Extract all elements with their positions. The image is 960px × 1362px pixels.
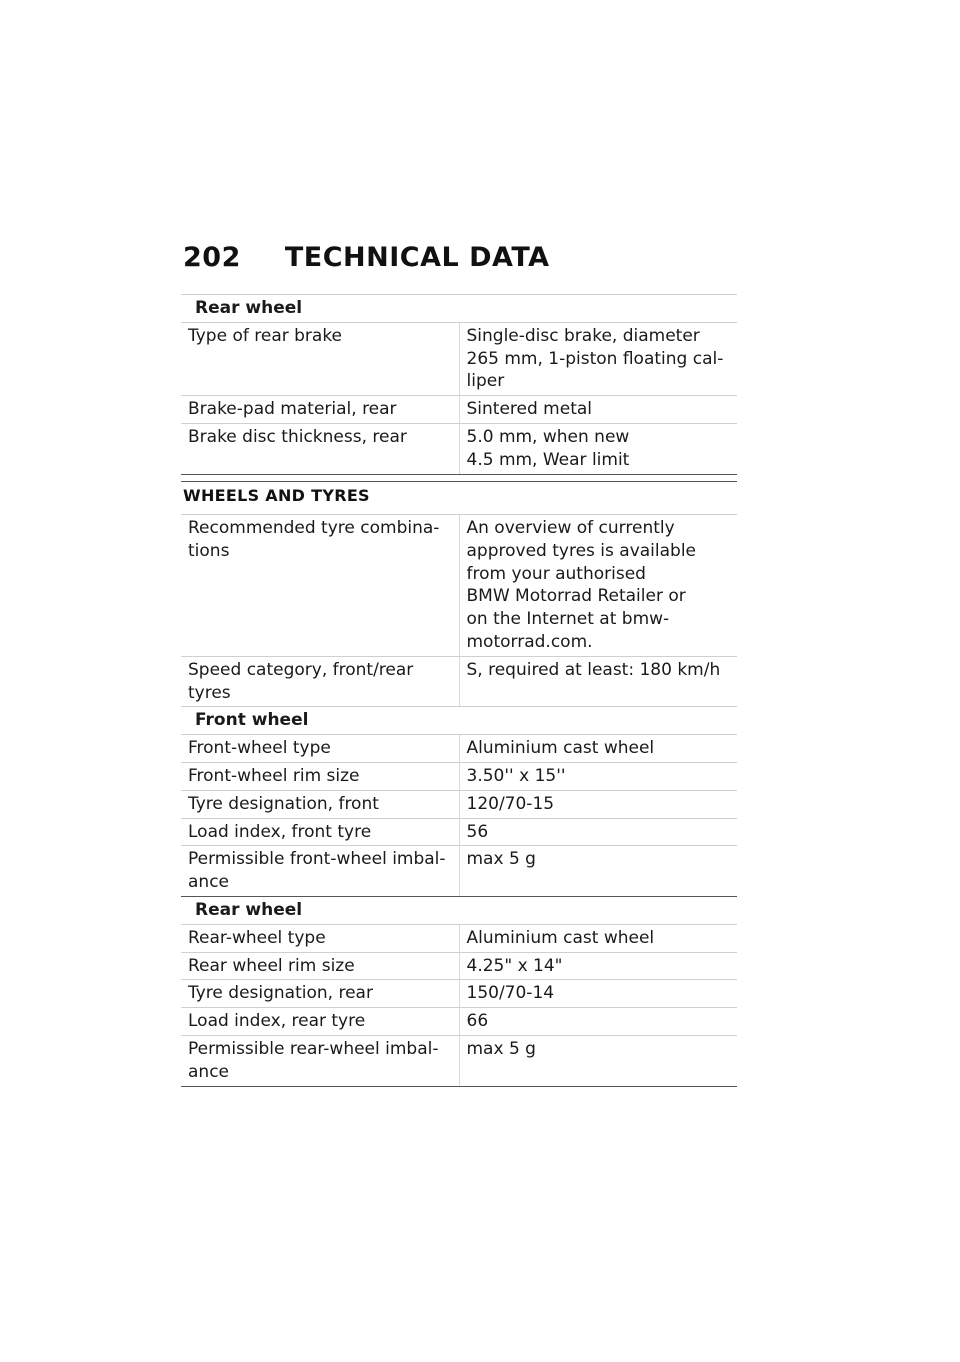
row-label: Speed category, front/rear tyres (181, 656, 459, 707)
page-title: TECHNICAL DATA (284, 242, 550, 273)
row-value: Single-disc brake, diameter 265 mm, 1-piston floating cal- liper (459, 322, 737, 395)
rear-wheel-heading: Rear wheel (181, 896, 737, 924)
row-label: Type of rear brake (181, 322, 459, 395)
row-value: 5.0 mm, when new 4.5 mm, Wear limit (459, 423, 737, 474)
row-value: 66 (459, 1008, 737, 1036)
table-row (181, 656, 737, 707)
row-label: Permissible rear-wheel imbal- ance (181, 1035, 459, 1086)
row-label: Load index, rear tyre (181, 1008, 459, 1036)
page-number: 202 (183, 242, 241, 273)
table-row (181, 735, 737, 763)
section-divider (181, 481, 737, 482)
table-row (181, 322, 737, 395)
row-value: Sintered metal (459, 396, 737, 424)
row-label: Brake-pad material, rear (181, 396, 459, 424)
table-row (181, 980, 737, 1008)
row-label: Brake disc thickness, rear (181, 423, 459, 474)
section-title: WHEELS AND TYRES (183, 486, 370, 505)
table-row (181, 515, 737, 657)
row-value: 3.50'' x 15'' (459, 762, 737, 790)
table-row (181, 1035, 737, 1086)
row-value: max 5 g (459, 1035, 737, 1086)
table-row (181, 396, 737, 424)
row-label: Tyre designation, rear (181, 980, 459, 1008)
row-value: 150/70-14 (459, 980, 737, 1008)
row-label: Front-wheel type (181, 735, 459, 763)
row-value: Aluminium cast wheel (459, 735, 737, 763)
row-value: An overview of currently approved tyres is available from your authorised BMW Motorrad Retailer or on the Internet at bmw- motorrad.com. (459, 515, 737, 657)
rear-brake-heading: Rear wheel (181, 295, 737, 323)
row-value: 120/70-15 (459, 790, 737, 818)
row-label: Front-wheel rim size (181, 762, 459, 790)
rear-brake-table (181, 294, 737, 475)
row-value: S, required at least: 180 km/h (459, 656, 737, 707)
row-label: Rear wheel rim size (181, 952, 459, 980)
front-wheel-heading: Front wheel (181, 707, 737, 735)
table-row (181, 762, 737, 790)
table-row (181, 423, 737, 474)
table-row (181, 846, 737, 897)
row-label: Load index, front tyre (181, 818, 459, 846)
row-value: max 5 g (459, 846, 737, 897)
row-label: Tyre designation, front (181, 790, 459, 818)
row-label: Rear-wheel type (181, 924, 459, 952)
row-label: Recommended tyre combina- tions (181, 515, 459, 657)
table-row (181, 818, 737, 846)
wheels-tyres-table (181, 514, 737, 1087)
row-value: Aluminium cast wheel (459, 924, 737, 952)
table-row (181, 952, 737, 980)
row-value: 4.25" x 14" (459, 952, 737, 980)
table-row (181, 1008, 737, 1036)
table-row (181, 924, 737, 952)
row-value: 56 (459, 818, 737, 846)
page-header (183, 242, 550, 273)
table-row (181, 790, 737, 818)
row-label: Permissible front-wheel imbal- ance (181, 846, 459, 897)
